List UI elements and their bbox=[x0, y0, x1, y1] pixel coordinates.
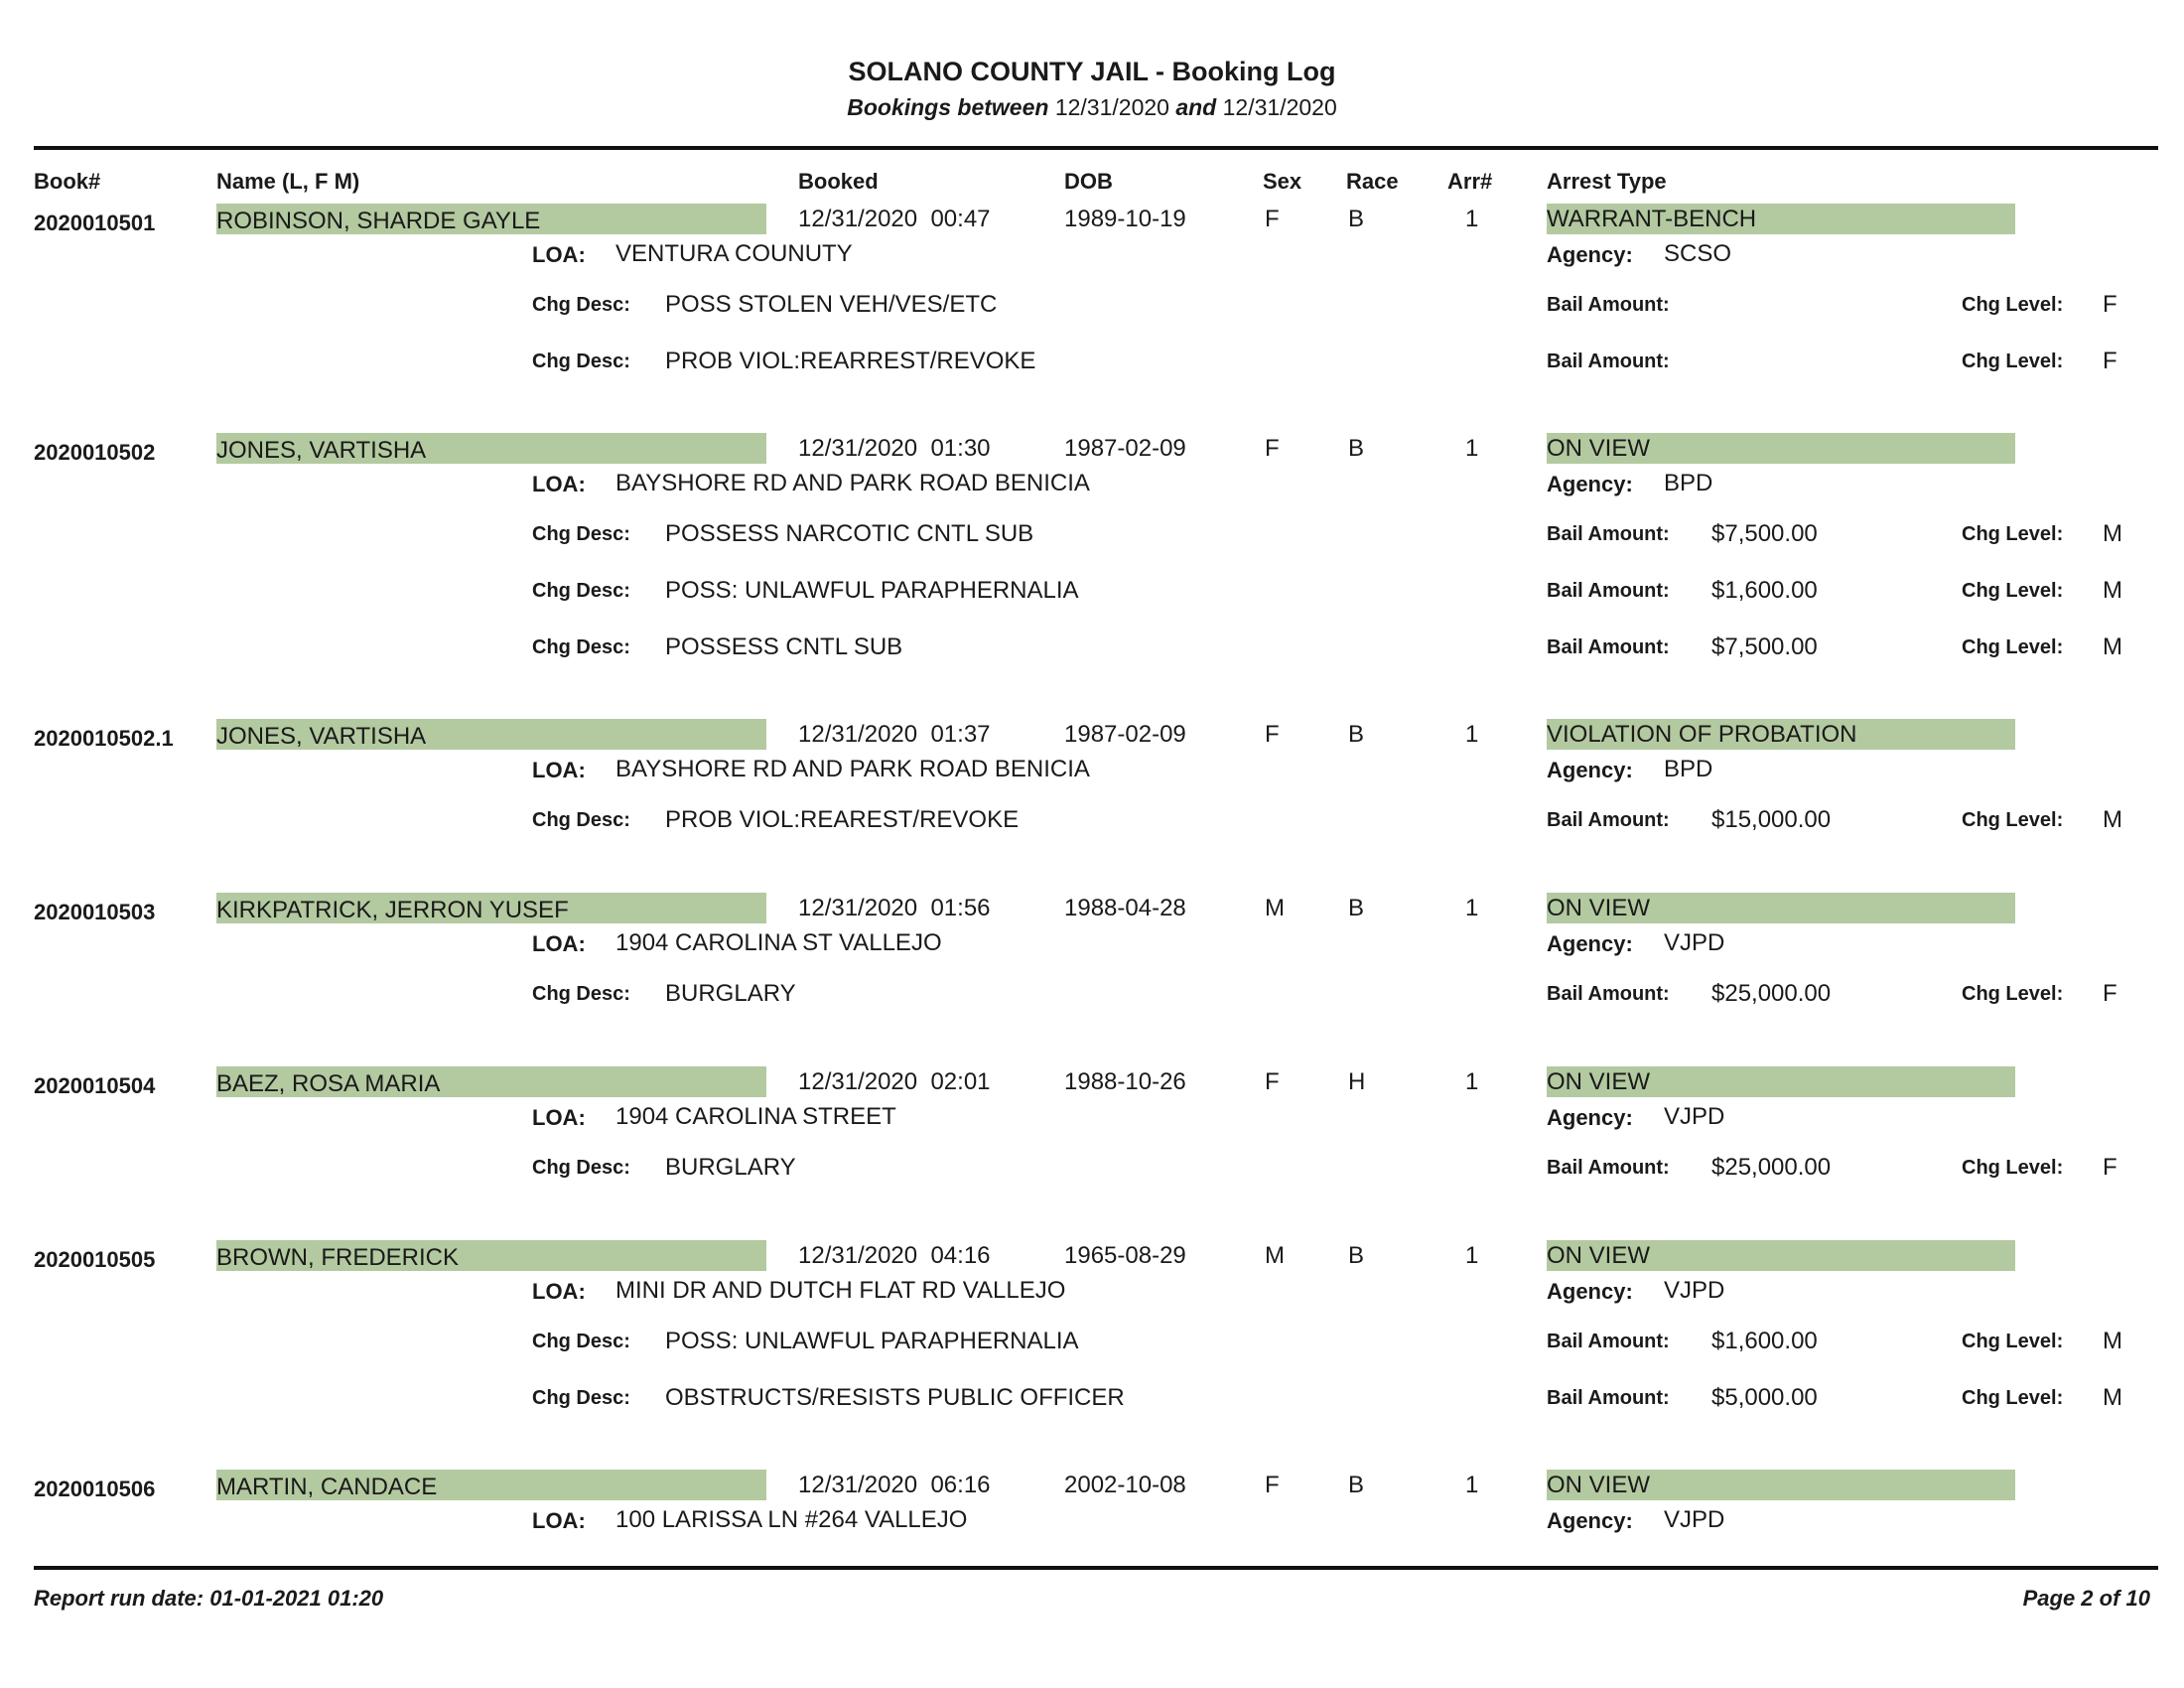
arrest-type-value: VIOLATION OF PROBATION bbox=[1547, 721, 1857, 748]
dob-value: 2002-10-08 bbox=[1064, 1472, 1186, 1498]
bail-amount-label: Bail Amount: bbox=[1547, 1157, 1670, 1179]
loa-value: 1904 CAROLINA STREET bbox=[615, 1103, 896, 1130]
chg-desc-value: PROB VIOL:REARREST/REVOKE bbox=[665, 348, 1036, 374]
dob-value: 1987-02-09 bbox=[1064, 721, 1186, 748]
sex-value: F bbox=[1265, 206, 1280, 232]
bail-amount-value: $25,000.00 bbox=[1711, 980, 1832, 1007]
chg-desc-label: Chg Desc: bbox=[532, 1387, 630, 1409]
chg-desc-value: POSS: UNLAWFUL PARAPHERNALIA bbox=[665, 1328, 1079, 1354]
sex-value: M bbox=[1265, 1242, 1285, 1269]
agency-value: SCSO bbox=[1664, 240, 1732, 267]
chg-level-label: Chg Level: bbox=[1962, 1387, 2064, 1409]
col-arr: Arr# bbox=[1447, 169, 1493, 194]
chg-desc-label: Chg Desc: bbox=[532, 1157, 630, 1179]
agency-value: VJPD bbox=[1664, 1506, 1725, 1533]
arrest-type-value: ON VIEW bbox=[1547, 1068, 1651, 1095]
book-number: 2020010506 bbox=[34, 1477, 156, 1501]
bail-amount-value: $25,000.00 bbox=[1711, 1154, 1832, 1181]
loa-label: LOA: bbox=[532, 1105, 586, 1130]
booked-datetime: 12/31/2020 00:47 bbox=[798, 206, 991, 232]
chg-level-value: F bbox=[2103, 1154, 2117, 1181]
bail-amount-value: $1,600.00 bbox=[1711, 1328, 1818, 1354]
loa-label: LOA: bbox=[532, 758, 586, 782]
sex-value: F bbox=[1265, 1472, 1280, 1498]
subtitle-and: and bbox=[1175, 94, 1217, 120]
bail-amount-label: Bail Amount: bbox=[1547, 983, 1670, 1005]
book-number: 2020010502.1 bbox=[34, 726, 174, 751]
book-number: 2020010502 bbox=[34, 440, 156, 465]
chg-desc-value: PROB VIOL:REAREST/REVOKE bbox=[665, 806, 1020, 833]
chg-desc-label: Chg Desc: bbox=[532, 523, 630, 545]
agency-value: BPD bbox=[1664, 756, 1713, 782]
race-value: B bbox=[1348, 895, 1365, 921]
inmate-name: BROWN, FREDERICK bbox=[216, 1244, 460, 1271]
race-value: B bbox=[1348, 1242, 1365, 1269]
chg-level-value: M bbox=[2103, 577, 2122, 604]
loa-label: LOA: bbox=[532, 1508, 586, 1533]
inmate-name: MARTIN, CANDACE bbox=[216, 1474, 438, 1500]
chg-level-value: M bbox=[2103, 520, 2122, 547]
inmate-name: BAEZ, ROSA MARIA bbox=[216, 1070, 441, 1097]
page-number: Page 2 of 10 bbox=[2022, 1586, 2150, 1611]
loa-value: MINI DR AND DUTCH FLAT RD VALLEJO bbox=[615, 1277, 1066, 1304]
bail-amount-value: $1,600.00 bbox=[1711, 577, 1818, 604]
booked-datetime: 12/31/2020 01:56 bbox=[798, 895, 991, 921]
agency-label: Agency: bbox=[1547, 931, 1633, 956]
loa-value: VENTURA COUNUTY bbox=[615, 240, 853, 267]
bail-amount-label: Bail Amount: bbox=[1547, 1331, 1670, 1352]
chg-level-label: Chg Level: bbox=[1962, 1157, 2064, 1179]
arrest-type-value: WARRANT-BENCH bbox=[1547, 206, 1757, 232]
date-to: 12/31/2020 bbox=[1222, 94, 1337, 120]
bail-amount-label: Bail Amount: bbox=[1547, 809, 1670, 831]
book-number: 2020010504 bbox=[34, 1073, 156, 1098]
bail-amount-label: Bail Amount: bbox=[1547, 636, 1670, 658]
inmate-name: JONES, VARTISHA bbox=[216, 437, 427, 464]
col-booked: Booked bbox=[798, 169, 879, 194]
col-dob: DOB bbox=[1064, 169, 1113, 194]
chg-level-label: Chg Level: bbox=[1962, 983, 2064, 1005]
loa-label: LOA: bbox=[532, 472, 586, 496]
booked-datetime: 12/31/2020 02:01 bbox=[798, 1068, 991, 1095]
chg-desc-label: Chg Desc: bbox=[532, 983, 630, 1005]
chg-level-value: F bbox=[2103, 291, 2117, 318]
book-number: 2020010503 bbox=[34, 900, 156, 924]
bail-amount-label: Bail Amount: bbox=[1547, 523, 1670, 545]
agency-value: BPD bbox=[1664, 470, 1713, 496]
loa-value: 1904 CAROLINA ST VALLEJO bbox=[615, 929, 942, 956]
col-name: Name (L, F M) bbox=[216, 169, 360, 194]
booked-datetime: 12/31/2020 01:37 bbox=[798, 721, 991, 748]
col-arrest-type: Arrest Type bbox=[1547, 169, 1667, 194]
bail-amount-label: Bail Amount: bbox=[1547, 294, 1670, 316]
agency-value: VJPD bbox=[1664, 1103, 1725, 1130]
dob-value: 1989-10-19 bbox=[1064, 206, 1186, 232]
race-value: B bbox=[1348, 721, 1365, 748]
arrest-type-value: ON VIEW bbox=[1547, 1472, 1651, 1498]
sex-value: F bbox=[1265, 721, 1280, 748]
loa-value: BAYSHORE RD AND PARK ROAD BENICIA bbox=[615, 756, 1090, 782]
chg-desc-value: POSSESS CNTL SUB bbox=[665, 633, 903, 660]
bottom-rule bbox=[34, 1566, 2158, 1570]
dob-value: 1988-10-26 bbox=[1064, 1068, 1186, 1095]
race-value: B bbox=[1348, 435, 1365, 462]
arr-value: 1 bbox=[1465, 1068, 1479, 1095]
dob-value: 1988-04-28 bbox=[1064, 895, 1186, 921]
agency-label: Agency: bbox=[1547, 758, 1633, 782]
col-sex: Sex bbox=[1263, 169, 1302, 194]
arr-value: 1 bbox=[1465, 895, 1479, 921]
chg-desc-label: Chg Desc: bbox=[532, 351, 630, 372]
chg-level-label: Chg Level: bbox=[1962, 580, 2064, 602]
sex-value: F bbox=[1265, 1068, 1280, 1095]
loa-label: LOA: bbox=[532, 242, 586, 267]
agency-value: VJPD bbox=[1664, 1277, 1725, 1304]
chg-level-label: Chg Level: bbox=[1962, 636, 2064, 658]
bail-amount-label: Bail Amount: bbox=[1547, 580, 1670, 602]
race-value: B bbox=[1348, 206, 1365, 232]
chg-level-value: M bbox=[2103, 633, 2122, 660]
date-from: 12/31/2020 bbox=[1054, 94, 1169, 120]
booked-datetime: 12/31/2020 04:16 bbox=[798, 1242, 991, 1269]
bail-amount-value: $7,500.00 bbox=[1711, 633, 1818, 660]
race-value: B bbox=[1348, 1472, 1365, 1498]
bail-amount-label: Bail Amount: bbox=[1547, 1387, 1670, 1409]
chg-desc-label: Chg Desc: bbox=[532, 1331, 630, 1352]
agency-label: Agency: bbox=[1547, 1279, 1633, 1304]
chg-desc-label: Chg Desc: bbox=[532, 580, 630, 602]
chg-level-value: M bbox=[2103, 1384, 2122, 1411]
inmate-name: ROBINSON, SHARDE GAYLE bbox=[216, 208, 541, 234]
report-subtitle bbox=[0, 94, 2184, 121]
chg-desc-value: POSSESS NARCOTIC CNTL SUB bbox=[665, 520, 1034, 547]
bail-amount-value: $7,500.00 bbox=[1711, 520, 1818, 547]
chg-desc-label: Chg Desc: bbox=[532, 636, 630, 658]
chg-level-label: Chg Level: bbox=[1962, 1331, 2064, 1352]
chg-level-label: Chg Level: bbox=[1962, 523, 2064, 545]
chg-desc-value: OBSTRUCTS/RESISTS PUBLIC OFFICER bbox=[665, 1384, 1125, 1411]
arrest-type-value: ON VIEW bbox=[1547, 435, 1651, 462]
agency-value: VJPD bbox=[1664, 929, 1725, 956]
col-book: Book# bbox=[34, 169, 101, 194]
report-title: SOLANO COUNTY JAIL - Booking Log bbox=[848, 57, 1336, 86]
bail-amount-value: $15,000.00 bbox=[1711, 806, 1832, 833]
loa-value: 100 LARISSA LN #264 VALLEJO bbox=[615, 1506, 968, 1533]
arr-value: 1 bbox=[1465, 1472, 1479, 1498]
chg-desc-label: Chg Desc: bbox=[532, 809, 630, 831]
book-number: 2020010505 bbox=[34, 1247, 156, 1272]
booked-datetime: 12/31/2020 06:16 bbox=[798, 1472, 991, 1498]
chg-desc-value: POSS: UNLAWFUL PARAPHERNALIA bbox=[665, 577, 1079, 604]
dob-value: 1965-08-29 bbox=[1064, 1242, 1186, 1269]
sex-value: M bbox=[1265, 895, 1285, 921]
dob-value: 1987-02-09 bbox=[1064, 435, 1186, 462]
inmate-name: KIRKPATRICK, JERRON YUSEF bbox=[216, 897, 569, 923]
agency-label: Agency: bbox=[1547, 472, 1633, 496]
loa-label: LOA: bbox=[532, 1279, 586, 1304]
agency-label: Agency: bbox=[1547, 1508, 1633, 1533]
subtitle-prefix: Bookings between bbox=[847, 94, 1049, 120]
agency-label: Agency: bbox=[1547, 1105, 1633, 1130]
agency-label: Agency: bbox=[1547, 242, 1633, 267]
chg-desc-value: POSS STOLEN VEH/VES/ETC bbox=[665, 291, 998, 318]
arr-value: 1 bbox=[1465, 435, 1479, 462]
chg-level-label: Chg Level: bbox=[1962, 809, 2064, 831]
chg-desc-label: Chg Desc: bbox=[532, 294, 630, 316]
loa-value: BAYSHORE RD AND PARK ROAD BENICIA bbox=[615, 470, 1090, 496]
chg-desc-value: BURGLARY bbox=[665, 1154, 796, 1181]
arr-value: 1 bbox=[1465, 206, 1479, 232]
chg-level-label: Chg Level: bbox=[1962, 294, 2064, 316]
sex-value: F bbox=[1265, 435, 1280, 462]
booked-datetime: 12/31/2020 01:30 bbox=[798, 435, 991, 462]
chg-level-value: M bbox=[2103, 1328, 2122, 1354]
race-value: H bbox=[1348, 1068, 1366, 1095]
chg-desc-value: BURGLARY bbox=[665, 980, 796, 1007]
chg-level-value: M bbox=[2103, 806, 2122, 833]
book-number: 2020010501 bbox=[34, 211, 156, 235]
arr-value: 1 bbox=[1465, 721, 1479, 748]
chg-level-value: F bbox=[2103, 348, 2117, 374]
report-run-date: Report run date: 01-01-2021 01:20 bbox=[34, 1586, 384, 1611]
loa-label: LOA: bbox=[532, 931, 586, 956]
arrest-type-value: ON VIEW bbox=[1547, 1242, 1651, 1269]
chg-level-label: Chg Level: bbox=[1962, 351, 2064, 372]
bail-amount-value: $5,000.00 bbox=[1711, 1384, 1818, 1411]
arr-value: 1 bbox=[1465, 1242, 1479, 1269]
arrest-type-value: ON VIEW bbox=[1547, 895, 1651, 921]
chg-level-value: F bbox=[2103, 980, 2117, 1007]
col-race: Race bbox=[1346, 169, 1399, 194]
inmate-name: JONES, VARTISHA bbox=[216, 723, 427, 750]
bail-amount-label: Bail Amount: bbox=[1547, 351, 1670, 372]
top-rule bbox=[34, 146, 2158, 150]
